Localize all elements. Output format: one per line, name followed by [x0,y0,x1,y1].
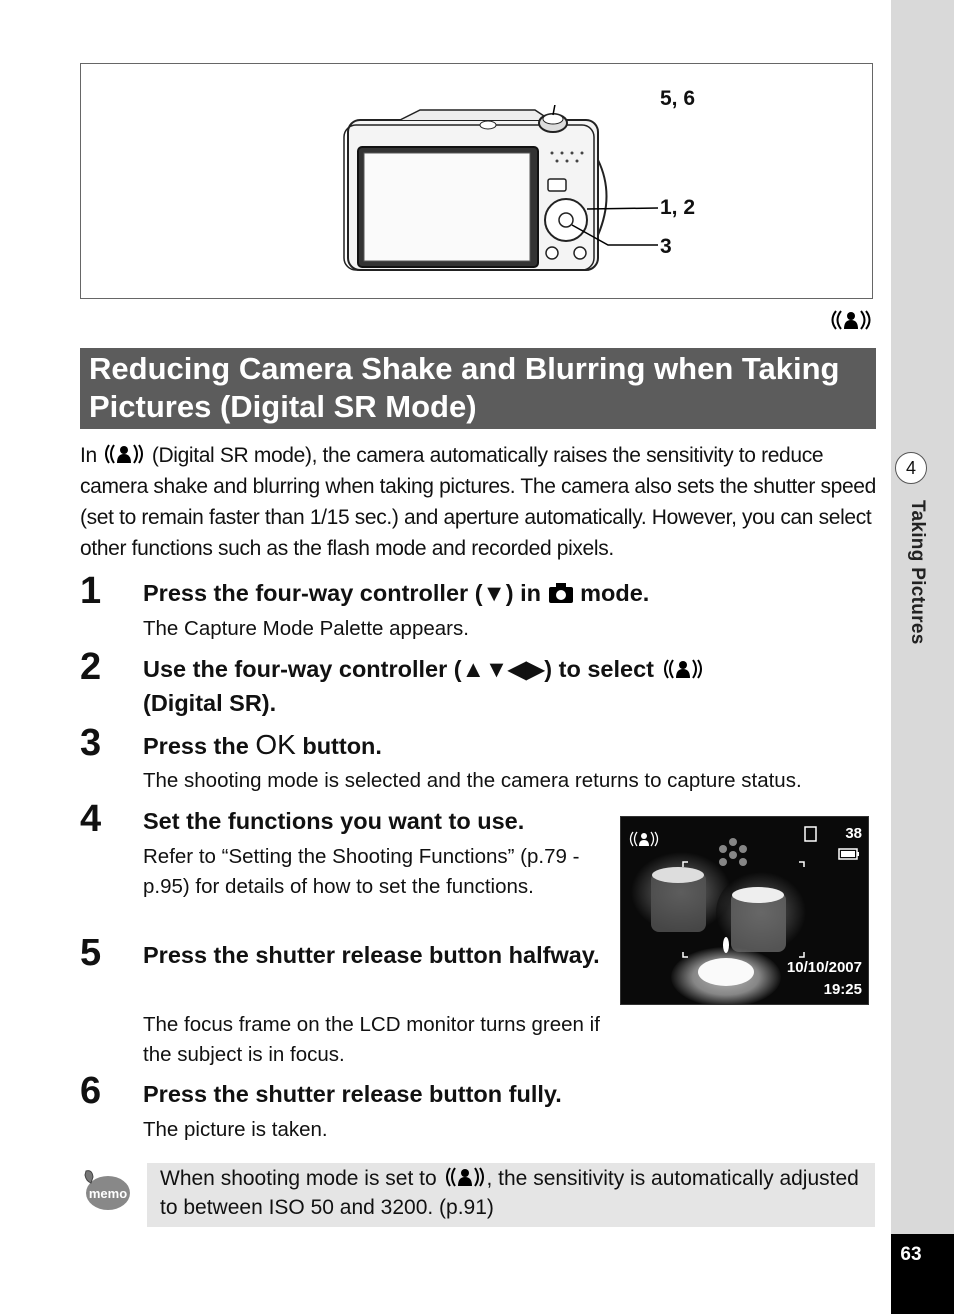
digital-sr-mode-icon [443,1166,487,1188]
callout-shutter: 5, 6 [660,87,696,110]
memo-text-part: , the sensitivity is automatically adjusted to between ISO 50 and 3200. (p.91) [160,1167,859,1219]
shots-remaining: 38 [845,825,862,842]
intro-text: (Digital SR mode), the camera automatically raises the sensitivity to reduce camera shake and blurring when taking pictures. The camera also sets the shutter speed (set to remain faster than 1/15 sec.) and aperture automatically. However, you can select other functions such as the flash mode and recorded pixels. [80,444,876,560]
digital-sr-mode-icon [102,443,146,465]
step-title [143,652,863,720]
camera-back-illustration [340,105,670,275]
step-title [143,728,382,763]
callout-ok-button: 3 [660,235,672,258]
digital-sr-mode-icon [661,658,705,680]
section-heading: Reducing Camera Shake and Blurring when Taking Pictures (Digital SR Mode) [89,351,840,424]
step-title-text: Press the four-way controller ( [143,580,483,606]
arrow-down-icon: ▼ [482,580,506,606]
step-body: The picture is taken. [143,1118,328,1141]
screen-time: 19:25 [823,981,862,998]
step-title-text: Press the [143,733,249,759]
callout-controller: 1, 2 [660,196,696,219]
step-number: 4 [80,798,102,840]
page-number: 63 [900,1244,922,1265]
chapter-number: 4 [895,452,927,484]
memo-text [160,1164,870,1222]
step-title: Press the shutter release button halfway. [143,942,600,968]
step-title-text: ) to select [544,656,654,682]
intro-paragraph [80,440,880,564]
step-title [143,576,883,610]
step-title-text: (Digital SR). [143,690,277,716]
intro-prefix: In [80,444,97,467]
step-body: The Capture Mode Palette appears. [143,617,469,640]
step-number: 2 [80,646,102,688]
candle-photo [621,817,869,1005]
lcd-screen-photo [620,816,869,1005]
chapter-title: Taking Pictures [907,500,928,645]
step-title: Press the shutter release button fully. [143,1081,562,1107]
step-title: Set the functions you want to use. [143,808,525,834]
digital-sr-mode-icon [828,308,874,332]
step-number: 3 [80,722,102,764]
step-number: 1 [80,570,102,612]
memo-text-part: When shooting mode is set to [160,1167,437,1190]
step-title-text: Use the four-way controller ( [143,656,462,682]
memo-icon [80,1167,132,1213]
chapter-side-tab [891,0,954,1314]
step-title-text: button. [302,733,382,759]
four-way-arrows-icon: ▲▼◀▶ [461,656,545,682]
ok-button-icon: OK [255,729,296,760]
step-body: The shooting mode is selected and the camera returns to capture status. [143,769,802,792]
step-title-text: mode. [580,580,650,606]
step-number: 5 [80,932,102,974]
svg-text:memo: memo [88,1186,128,1201]
step-body: The focus frame on the LCD monitor turns green if the subject is in focus. [143,1013,600,1066]
step-number: 6 [80,1070,102,1112]
screen-date: 10/10/2007 [786,959,862,976]
camera-icon [548,582,574,604]
step-title-text: ) in [505,580,542,606]
step-body: Refer to “Setting the Shooting Functions” (p.79 - p.95) for details of how to set the functions. [143,845,580,898]
